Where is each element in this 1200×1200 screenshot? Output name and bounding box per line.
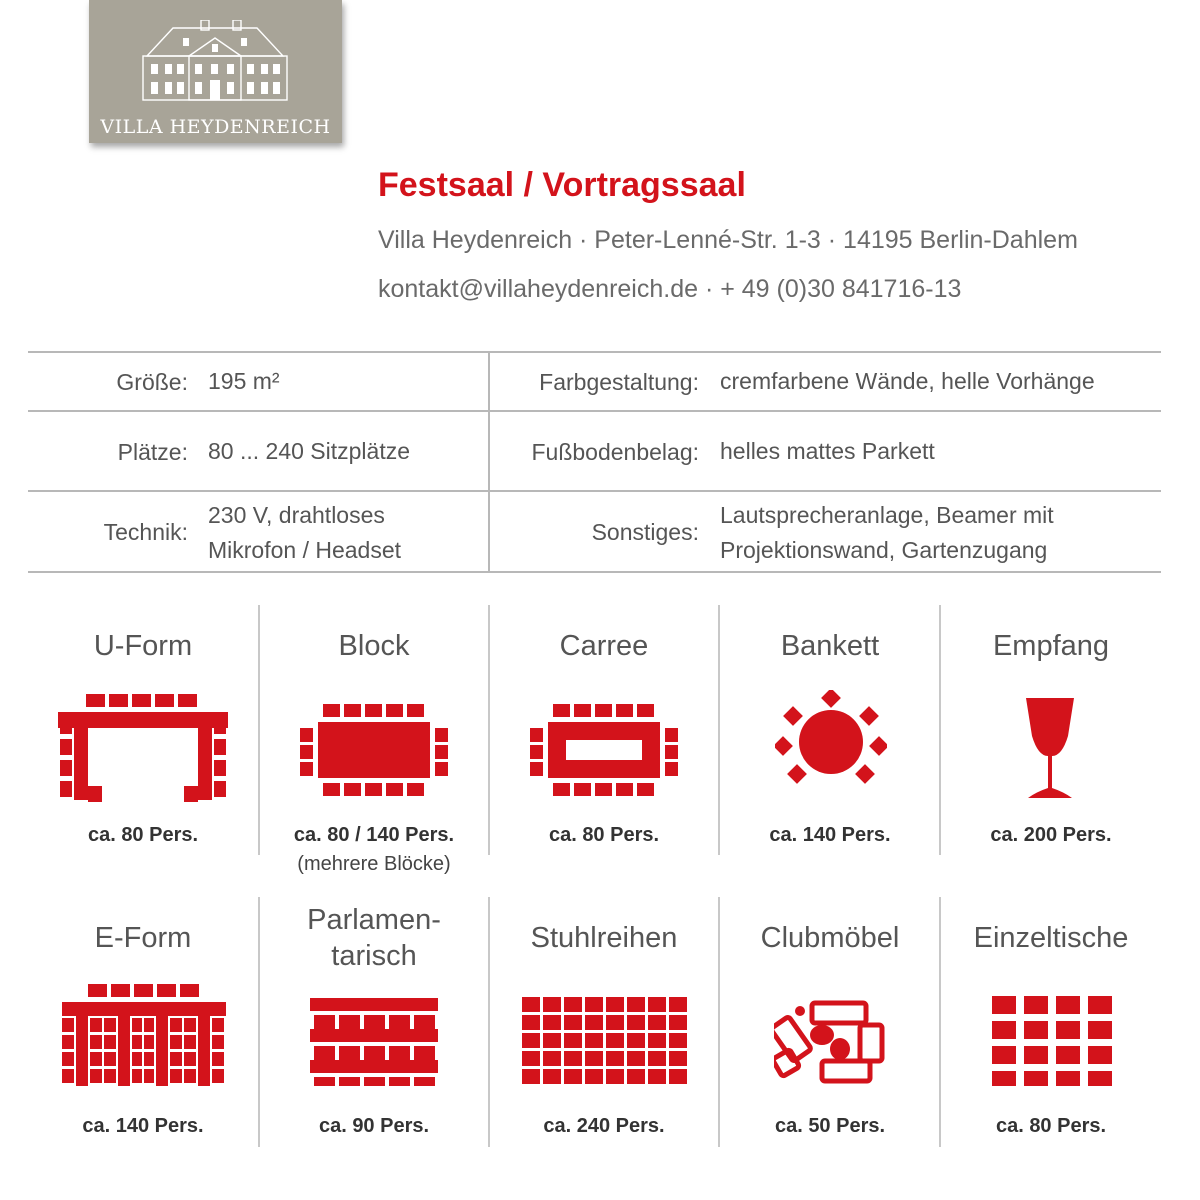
table-shape [810, 1025, 834, 1045]
seat-shape [627, 997, 645, 1012]
size-label: Größe: [116, 369, 188, 395]
layout-name: Bankett [780, 630, 880, 662]
block-icon [300, 704, 448, 796]
seat-shape [665, 745, 678, 759]
seat-shape [184, 1018, 196, 1032]
size-value: 195 m² [208, 368, 280, 394]
seat-shape [212, 1069, 224, 1083]
table-shape [74, 728, 88, 800]
bankett-icon [775, 690, 887, 790]
divider [488, 897, 490, 1147]
info-table [28, 351, 1161, 573]
seat-shape [585, 997, 603, 1012]
layout-capacity: ca. 80 / 140 Pers. [293, 824, 455, 846]
layout-name: tarisch [331, 940, 417, 972]
parlamentarisch-icon [310, 998, 438, 1086]
seat-shape [214, 739, 226, 755]
layout-carree [494, 628, 714, 664]
seat-shape [180, 984, 199, 997]
seat-shape [606, 1051, 624, 1066]
seat-shape [389, 1015, 410, 1029]
seat-shape [339, 1046, 360, 1060]
seat-shape [214, 760, 226, 776]
seat-shape [1056, 1071, 1080, 1086]
seat-shape [669, 1033, 687, 1048]
seat-shape [1024, 1071, 1048, 1086]
seat-shape [104, 1052, 116, 1066]
seat-shape [585, 1033, 603, 1048]
seat-shape [132, 1018, 142, 1032]
seat-shape [1056, 996, 1080, 1014]
seat-shape [543, 1015, 561, 1030]
seat-shape [184, 786, 198, 802]
seat-shape [170, 1069, 182, 1083]
seat-shape [62, 1035, 74, 1049]
seat-shape [157, 984, 176, 997]
seat-shape [344, 704, 361, 717]
single-tables-icon [988, 996, 1114, 1086]
seat-shape [407, 783, 424, 796]
divider [488, 351, 490, 573]
seat-shape [62, 1052, 74, 1066]
seat-shape [88, 984, 107, 997]
seat-shape [170, 1052, 182, 1066]
seat-shape [365, 783, 382, 796]
seat-shape [300, 745, 313, 759]
layout-capacity: ca. 50 Pers. [774, 1115, 886, 1137]
layout-name: Einzeltische [973, 922, 1129, 954]
divider [258, 897, 260, 1147]
layout-capacity: ca. 80 Pers. [995, 1115, 1107, 1137]
seat-shape [109, 694, 128, 707]
seat-shape [992, 996, 1016, 1014]
misc-label: Sonstiges: [591, 519, 699, 545]
table-shape [795, 1006, 805, 1016]
table-shape [799, 710, 863, 774]
seat-shape [648, 1069, 666, 1084]
seat-shape [414, 1077, 435, 1086]
seat-shape [648, 1015, 666, 1030]
seat-shape [627, 1033, 645, 1048]
layout-empfang [941, 628, 1161, 664]
seat-shape [184, 1035, 196, 1049]
seat-shape [435, 728, 448, 742]
seat-shape [212, 1035, 224, 1049]
seat-shape [855, 764, 875, 784]
seat-shape [775, 736, 793, 756]
table-shape [198, 728, 212, 800]
misc-value-1: Lautsprecheranlage, Beamer mit [720, 502, 1054, 528]
seat-shape [648, 1033, 666, 1048]
table-shape [830, 1038, 850, 1060]
seat-shape [90, 1018, 102, 1032]
seat-shape [132, 1035, 142, 1049]
seat-shape [88, 786, 102, 802]
seat-shape [323, 783, 340, 796]
seat-shape [1024, 996, 1048, 1014]
seat-shape [669, 1051, 687, 1066]
misc-value-2: Projektionswand, Gartenzugang [720, 537, 1048, 563]
logo [89, 0, 342, 143]
seat-shape [585, 1015, 603, 1030]
seat-shape [564, 1069, 582, 1084]
table-shape [62, 1002, 226, 1016]
table-shape [318, 722, 430, 778]
seat-shape [1088, 1046, 1112, 1064]
technik-value-2: Mikrofon / Headset [208, 537, 402, 563]
seat-shape [564, 1051, 582, 1066]
seat-shape [530, 762, 543, 776]
seat-shape [787, 764, 807, 784]
seat-shape [859, 706, 879, 726]
address-line: Villa Heydenreich · Peter-Lenné-Str. 1-3 · 14195 Berlin-Dahlem [378, 226, 1078, 254]
seat-shape [606, 1015, 624, 1030]
seat-shape [574, 704, 591, 717]
layout-caption [33, 1115, 253, 1138]
layout-caption [264, 824, 484, 876]
seat-shape [365, 704, 382, 717]
layout-capacity: ca. 140 Pers. [769, 824, 891, 846]
seat-shape [86, 694, 105, 707]
seat-shape [821, 690, 841, 708]
seat-shape [414, 1015, 435, 1029]
seat-shape [522, 997, 540, 1012]
seat-shape [530, 728, 543, 742]
seat-shape [60, 739, 72, 755]
seat-shape [134, 984, 153, 997]
seat-shape [543, 997, 561, 1012]
seat-shape [144, 1035, 154, 1049]
chair-rows-icon [522, 997, 688, 1085]
divider [28, 490, 1161, 492]
chair-shape [774, 1049, 800, 1076]
layout-einzeltische [941, 920, 1161, 956]
seat-shape [104, 1018, 116, 1032]
seat-shape [992, 1071, 1016, 1086]
seat-shape [522, 1069, 540, 1084]
layout-caption [494, 1115, 714, 1138]
seat-shape [627, 1015, 645, 1030]
seat-shape [300, 728, 313, 742]
carree-icon [530, 704, 678, 796]
layout-caption [941, 824, 1161, 847]
table-shape [310, 1029, 438, 1042]
seat-shape [386, 704, 403, 717]
seat-shape [595, 704, 612, 717]
layout-caption [494, 824, 714, 847]
seat-shape [364, 1015, 385, 1029]
seat-shape [60, 718, 72, 734]
logo-text: VILLA HEYDENREICH [100, 116, 331, 138]
seat-shape [132, 1052, 142, 1066]
seat-shape [435, 762, 448, 776]
seat-shape [627, 1069, 645, 1084]
table-shape [310, 998, 438, 1011]
layout-e-form [33, 920, 253, 956]
villa-building-icon [137, 20, 293, 102]
seat-shape [386, 783, 403, 796]
layout-capacity: ca. 80 Pers. [87, 824, 199, 846]
contact-line[interactable]: kontakt@villaheydenreich.de · + 49 (0)30 841716-13 [378, 275, 962, 303]
layout-name: Carree [559, 630, 649, 662]
seat-shape [669, 1069, 687, 1084]
seat-shape [1088, 1071, 1112, 1086]
seat-shape [1088, 1021, 1112, 1039]
layout-name: Block [338, 630, 410, 662]
layout-name: Clubmöbel [760, 922, 900, 954]
sofa-shape [822, 1061, 870, 1081]
layout-u-form [33, 628, 253, 664]
layout-name: Stuhlreihen [530, 922, 678, 954]
layout-caption [264, 1115, 484, 1138]
seat-shape [606, 1033, 624, 1048]
seat-shape [60, 781, 72, 797]
seat-shape [339, 1015, 360, 1029]
seat-shape [543, 1069, 561, 1084]
seat-shape [214, 781, 226, 797]
seat-shape [543, 1051, 561, 1066]
layout-name: Empfang [992, 630, 1110, 662]
seat-shape [178, 694, 197, 707]
layout-caption [33, 824, 253, 847]
layout-stuhlreihen [494, 920, 714, 956]
seat-shape [170, 1035, 182, 1049]
table-shape [76, 1016, 88, 1086]
seat-shape [144, 1052, 154, 1066]
layout-bankett [720, 628, 940, 664]
e-form-icon [62, 984, 226, 1086]
seat-shape [435, 745, 448, 759]
seat-shape [1056, 1046, 1080, 1064]
seat-shape [637, 783, 654, 796]
divider [28, 351, 1161, 353]
seat-shape [90, 1069, 102, 1083]
divider [28, 571, 1161, 573]
seat-shape [184, 1069, 196, 1083]
table-shape [58, 712, 228, 728]
seat-shape [574, 783, 591, 796]
divider [258, 605, 260, 855]
seat-shape [564, 997, 582, 1012]
seat-shape [616, 704, 633, 717]
seat-shape [132, 694, 151, 707]
seat-shape [364, 1077, 385, 1086]
seat-shape [144, 1018, 154, 1032]
seat-shape [665, 728, 678, 742]
seat-shape [992, 1021, 1016, 1039]
divider [488, 605, 490, 855]
table-shape [310, 1060, 438, 1073]
floor-label: Fußbodenbelag: [531, 439, 699, 465]
table-hole [566, 740, 642, 760]
seat-shape [522, 1051, 540, 1066]
layout-name: E-Form [94, 922, 192, 954]
layout-capacity: ca. 140 Pers. [82, 1115, 204, 1137]
seat-shape [314, 1015, 335, 1029]
seat-shape [132, 1069, 142, 1083]
seat-shape [111, 984, 130, 997]
color-value: cremfarbene Wände, helle Vorhänge [720, 368, 1095, 394]
seats-label: Plätze: [117, 439, 188, 465]
seat-shape [90, 1035, 102, 1049]
layout-capacity: ca. 240 Pers. [543, 1115, 665, 1137]
layout-clubmoebel [720, 920, 940, 956]
seat-shape [1088, 996, 1112, 1014]
layout-caption [720, 1115, 940, 1138]
seat-shape [1056, 1021, 1080, 1039]
seat-shape [314, 1046, 335, 1060]
seat-shape [783, 706, 803, 726]
seat-shape [564, 1015, 582, 1030]
seat-shape [344, 783, 361, 796]
seat-shape [669, 997, 687, 1012]
seat-shape [595, 783, 612, 796]
seat-shape [1024, 1046, 1048, 1064]
seat-shape [585, 1051, 603, 1066]
seat-shape [60, 760, 72, 776]
seat-shape [522, 1033, 540, 1048]
seat-shape [564, 1033, 582, 1048]
seat-shape [212, 1052, 224, 1066]
seat-shape [300, 762, 313, 776]
seat-shape [184, 1052, 196, 1066]
seat-shape [339, 1077, 360, 1086]
table-shape [156, 1016, 168, 1086]
seat-shape [1024, 1021, 1048, 1039]
layout-parlamentarisch [264, 902, 484, 974]
layout-capacity: ca. 90 Pers. [318, 1115, 430, 1137]
seat-shape [665, 762, 678, 776]
club-furniture-icon [774, 995, 886, 1087]
seat-shape [144, 1069, 154, 1083]
seat-shape [637, 704, 654, 717]
seat-shape [606, 997, 624, 1012]
page-title: Festsaal / Vortragssaal [378, 166, 746, 204]
seat-shape [553, 783, 570, 796]
divider [28, 410, 1161, 412]
color-label: Farbgestaltung: [539, 369, 699, 395]
seat-shape [155, 694, 174, 707]
seat-shape [389, 1077, 410, 1086]
seat-shape [530, 745, 543, 759]
wine-glass-icon [1022, 696, 1078, 802]
seat-shape [616, 783, 633, 796]
seat-shape [543, 1033, 561, 1048]
seat-shape [314, 1077, 335, 1086]
layout-note: (mehrere Blöcke) [297, 853, 451, 875]
seat-shape [585, 1069, 603, 1084]
layout-caption [720, 824, 940, 847]
seat-shape [414, 1046, 435, 1060]
seat-shape [553, 704, 570, 717]
sofa-shape [812, 1003, 866, 1023]
table-shape [198, 1016, 210, 1086]
seat-shape [407, 704, 424, 717]
seat-shape [389, 1046, 410, 1060]
seat-shape [62, 1018, 74, 1032]
seat-shape [648, 1051, 666, 1066]
seat-shape [992, 1046, 1016, 1064]
layout-block [264, 628, 484, 664]
seat-shape [648, 997, 666, 1012]
seats-value: 80 ... 240 Sitzplätze [208, 438, 411, 464]
seat-shape [364, 1046, 385, 1060]
seat-shape [606, 1069, 624, 1084]
seat-shape [212, 1018, 224, 1032]
seat-shape [62, 1069, 74, 1083]
floor-value: helles mattes Parkett [720, 438, 935, 464]
layout-capacity: ca. 80 Pers. [548, 824, 660, 846]
seat-shape [104, 1069, 116, 1083]
seat-shape [627, 1051, 645, 1066]
glass-shape [1026, 698, 1074, 798]
seat-shape [669, 1015, 687, 1030]
technik-value-1: 230 V, drahtloses [208, 502, 385, 528]
layout-capacity: ca. 200 Pers. [990, 824, 1112, 846]
seat-shape [323, 704, 340, 717]
seat-shape [522, 1015, 540, 1030]
seat-shape [170, 1018, 182, 1032]
chair-shape [860, 1025, 882, 1061]
layout-name: U-Form [93, 630, 193, 662]
seat-shape [214, 718, 226, 734]
layout-name: Parlamen- [307, 904, 441, 936]
seat-shape [104, 1035, 116, 1049]
seat-shape [90, 1052, 102, 1066]
u-form-icon [58, 694, 228, 804]
layout-caption [941, 1115, 1161, 1138]
seat-shape [869, 736, 887, 756]
technik-label: Technik: [103, 519, 188, 545]
table-shape [118, 1016, 130, 1086]
